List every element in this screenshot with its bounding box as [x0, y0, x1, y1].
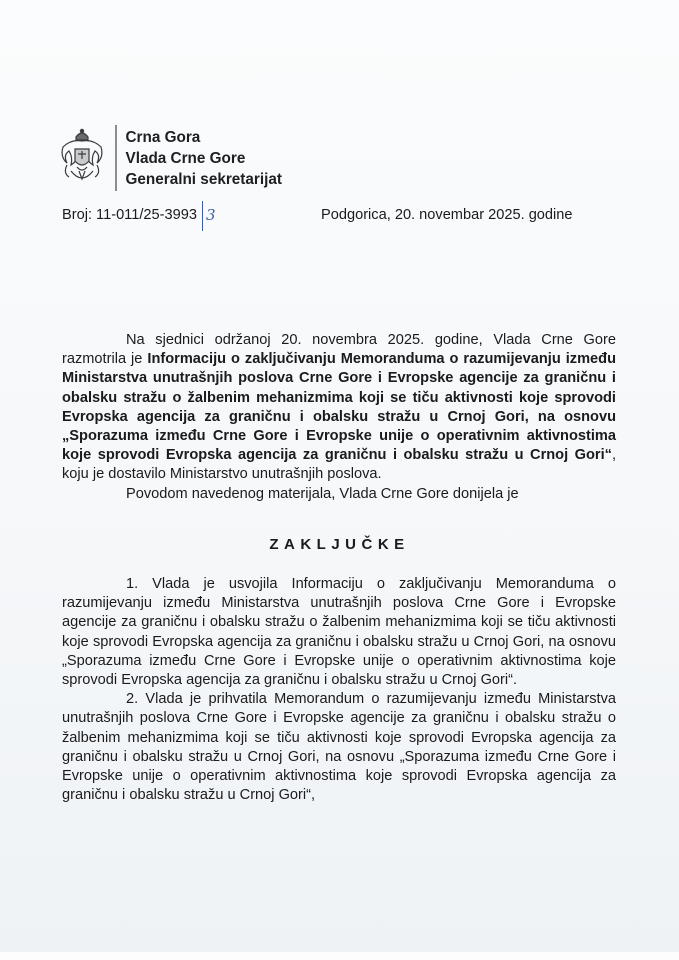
page-edge	[0, 952, 679, 960]
conclusion-item: 2. Vlada je prihvatila Memorandum o razumijevanju između Ministarstva unutrašnjih poslova Crne Gore i Evropske agencije za graničnu i obalsku stražu o žalbenim mehanizmima koji se tiču aktivnosti koje sprovodi Evropska agencija za graničnu i obalsku stražu u Crnoj Gori, na osnovu „Sporazuma između Crne Gore i Evropske unije o operativnim aktivnostima koje sprovodi Evropska agencija za graničnu i obalsku stražu u Crnoj Gori“,	[62, 691, 616, 804]
intro-text-end: , koju je dostavilo Ministarstvo unutrašnjih poslova.	[62, 447, 616, 483]
letterhead	[57, 123, 282, 193]
conclusion-item: 1. Vlada je usvojila Informaciju o zaključivanju Memoranduma o razumijevanju između Ministarstva unutrašnjih poslova Crne Gore i Evropske agencije za graničnu i obalsku stražu o žalbenim mehanizmima koji se tiču aktivnosti koje sprovodi Evropska agencija za graničnu i obalsku stražu u Crnoj Gori, na osnovu „Sporazuma između Crne Gore i Evropske unije o operativnim aktivnostima koje sprovodi Evropska agencija za graničnu i obalsku stražu u Crnoj Gori“.	[62, 576, 616, 689]
coat-of-arms-icon	[57, 127, 107, 189]
department-name: Generalni sekretarijat	[125, 170, 282, 188]
header-divider	[115, 125, 117, 191]
intro-paragraph	[62, 331, 616, 485]
handwritten-annotation: 3	[202, 201, 216, 231]
reference-row	[62, 205, 639, 229]
intro-section	[62, 331, 616, 504]
intro-subject-bold: Informaciju o zaključivanju Memoranduma o razumijevanju između Ministarstva unutrašnjih poslova Crne Gore i Evropske agencije za graničnu i obalsku stražu o žalbenim mehanizmima koji se tiču aktivnosti koje sprovodi Evropska agencija za graničnu i obalsku stražu u Crnoj Gori, na osnovu „Sporazuma između Crne Gore i Evropske unije o operativnim aktivnostima koje sprovodi Evropska agencija za graničnu i obalsku stražu u Crnoj Gori“	[62, 351, 617, 464]
issuer-block	[126, 127, 282, 190]
government-name: Vlada Crne Gore	[125, 149, 246, 167]
place-and-date: Podgorica, 20. novembar 2025. godine	[321, 207, 573, 223]
country-name: Crna Gora	[125, 128, 201, 146]
followup-paragraph: Povodom navedenog materijala, Vlada Crne Gore donijela je	[126, 485, 519, 502]
conclusions-list	[62, 575, 616, 805]
reference-number: Broj: 11-011/25-3993	[62, 207, 197, 223]
conclusions-heading: ZAKLJUČKE	[269, 536, 410, 553]
intro-text: Na sjednici održanoj 20. novembra 2025. godine, Vlada Crne Gore razmotrila je	[62, 332, 616, 368]
